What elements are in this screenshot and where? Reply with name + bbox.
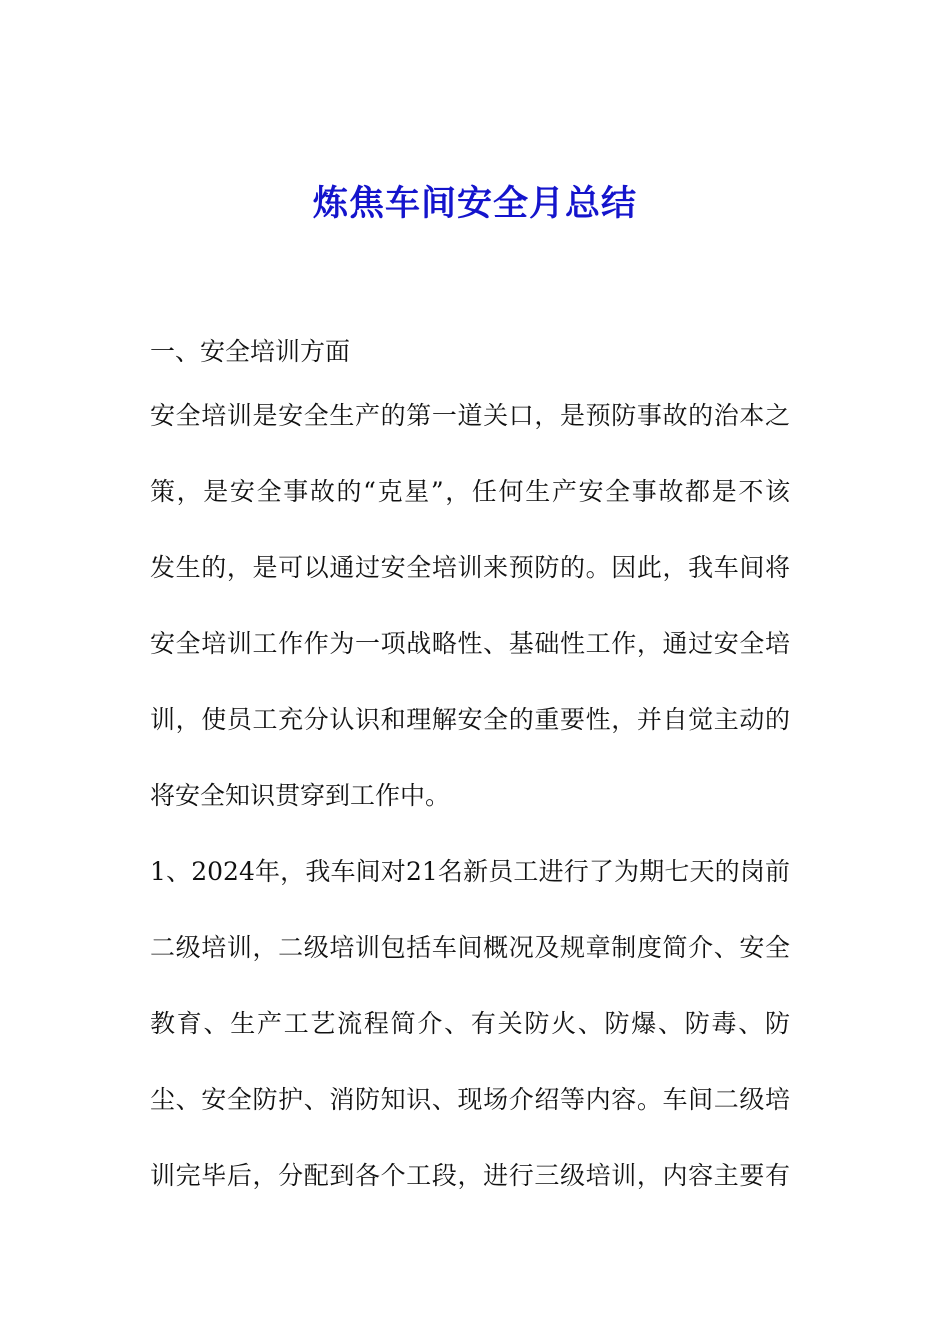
text-line: 尘、安全防护、消防知识、现场介绍等内容。车间二级培 [150,1085,790,1114]
document-body [150,330,790,1230]
text-line: 训，使员工充分认识和理解安全的重要性，并自觉主动的 [150,705,790,734]
text-line: 训完毕后，分配到各个工段，进行三级培训，内容主要有 [150,1161,790,1190]
paragraph-safety-training [150,394,790,850]
text-line: 安全培训工作作为一项战略性、基础性工作，通过安全培 [150,629,790,658]
paragraph-new-employee-training [150,850,790,1230]
text-line: 策，是安全事故的“克星”，任何生产安全事故都是不该 [150,477,790,506]
text-line: 1、2024年，我车间对21名新员工进行了为期七天的岗前 [150,857,790,886]
section-heading: 一、安全培训方面 [150,337,351,366]
text-line: 教育、生产工艺流程简介、有关防火、防爆、防毒、防 [150,1009,790,1038]
text-line: 安全培训是安全生产的第一道关口，是预防事故的治本之 [150,401,790,430]
document-title: 炼焦车间安全月总结 [312,184,637,224]
text-line: 将安全知识贯穿到工作中。 [150,781,451,810]
text-line: 二级培训，二级培训包括车间概况及规章制度简介、安全 [150,933,790,962]
text-line: 发生的，是可以通过安全培训来预防的。因此，我车间将 [150,553,790,582]
